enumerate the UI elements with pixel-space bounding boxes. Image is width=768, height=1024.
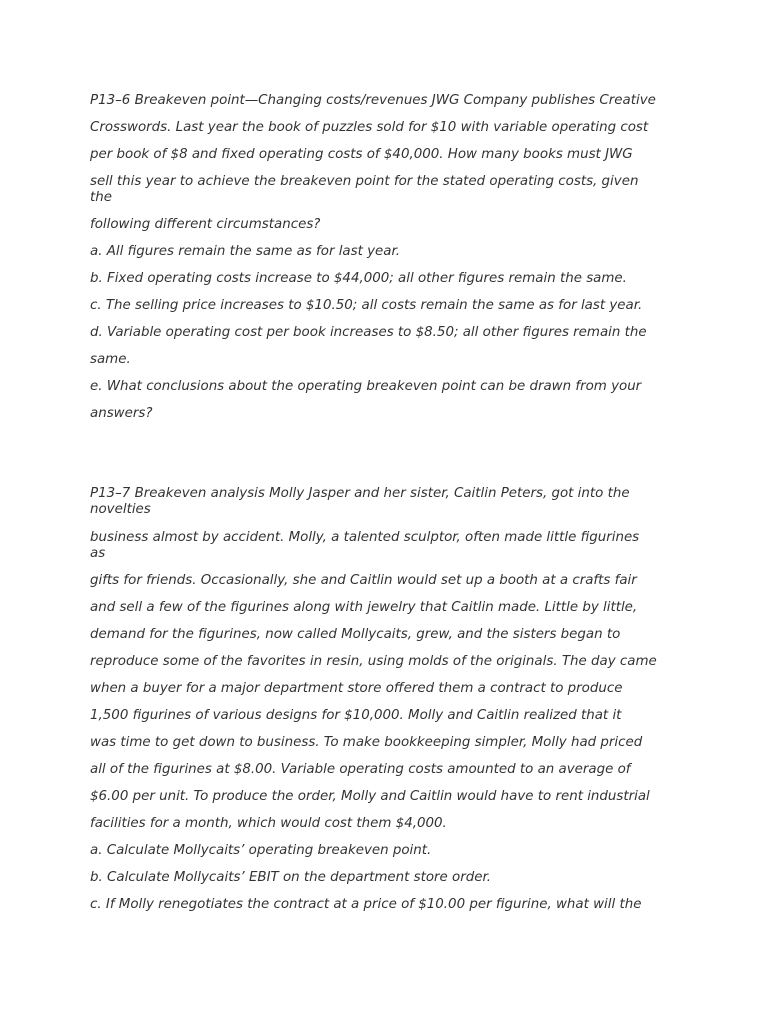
- p13-7-line: when a buyer for a major department store offered them a contract to produce: [90, 681, 623, 696]
- p13-7-line: as: [90, 546, 106, 561]
- p13-6-question-e: e. What conclusions about the operating breakeven point can be drawn from your: [90, 379, 642, 394]
- p13-7-line: $6.00 per unit. To produce the order, Molly and Caitlin would have to rent industrial: [90, 789, 650, 804]
- p13-7-line: novelties: [90, 502, 151, 517]
- p13-7-line: gifts for friends. Occasionally, she and Caitlin would set up a booth at a crafts fair: [90, 573, 637, 588]
- p13-7-line: 1,500 figurines of various designs for $10,000. Molly and Caitlin realized that it: [90, 708, 622, 723]
- p13-7-line: and sell a few of the figurines along with jewelry that Caitlin made. Little by little,: [90, 600, 638, 615]
- p13-6-line: Crosswords. Last year the book of puzzles sold for $10 with variable operating cost: [90, 120, 649, 135]
- p13-6-line: the: [90, 190, 112, 205]
- p13-6-line: per book of $8 and fixed operating costs of $40,000. How many books must JWG: [90, 147, 633, 162]
- p13-7-question-c: c. If Molly renegotiates the contract at a price of $10.00 per figurine, what will the: [90, 897, 642, 912]
- p13-6-line: following different circumstances?: [90, 217, 321, 232]
- p13-7-line: business almost by accident. Molly, a talented sculptor, often made little figurines: [90, 530, 640, 545]
- p13-6-line: sell this year to achieve the breakeven point for the stated operating costs, given: [90, 174, 639, 189]
- p13-7-line: all of the figurines at $8.00. Variable operating costs amounted to an average of: [90, 762, 631, 777]
- p13-7-line: reproduce some of the favorites in resin, using molds of the originals. The day came: [90, 654, 657, 669]
- p13-7-question-b: b. Calculate Mollycaits’ EBIT on the department store order.: [90, 870, 492, 885]
- p13-7-line: P13–7 Breakeven analysis Molly Jasper and her sister, Caitlin Peters, got into the: [90, 486, 630, 501]
- p13-7-question-a: a. Calculate Mollycaits’ operating breakeven point.: [90, 843, 432, 858]
- p13-7-line: demand for the figurines, now called Mollycaits, grew, and the sisters began to: [90, 627, 621, 642]
- p13-6-question-c: c. The selling price increases to $10.50; all costs remain the same as for last year.: [90, 298, 643, 313]
- p13-6-question-b: b. Fixed operating costs increase to $44,000; all other figures remain the same.: [90, 271, 627, 286]
- p13-6-question-d: d. Variable operating cost per book increases to $8.50; all other figures remain the: [90, 325, 647, 340]
- p13-6-line: same.: [90, 352, 131, 367]
- p13-6-line: P13–6 Breakeven point—Changing costs/revenues JWG Company publishes Creative: [90, 93, 656, 108]
- p13-7-line: facilities for a month, which would cost them $4,000.: [90, 816, 447, 831]
- p13-6-line: answers?: [90, 406, 153, 421]
- p13-6-question-a: a. All figures remain the same as for last year.: [90, 244, 401, 259]
- p13-7-line: was time to get down to business. To make bookkeeping simpler, Molly had priced: [90, 735, 643, 750]
